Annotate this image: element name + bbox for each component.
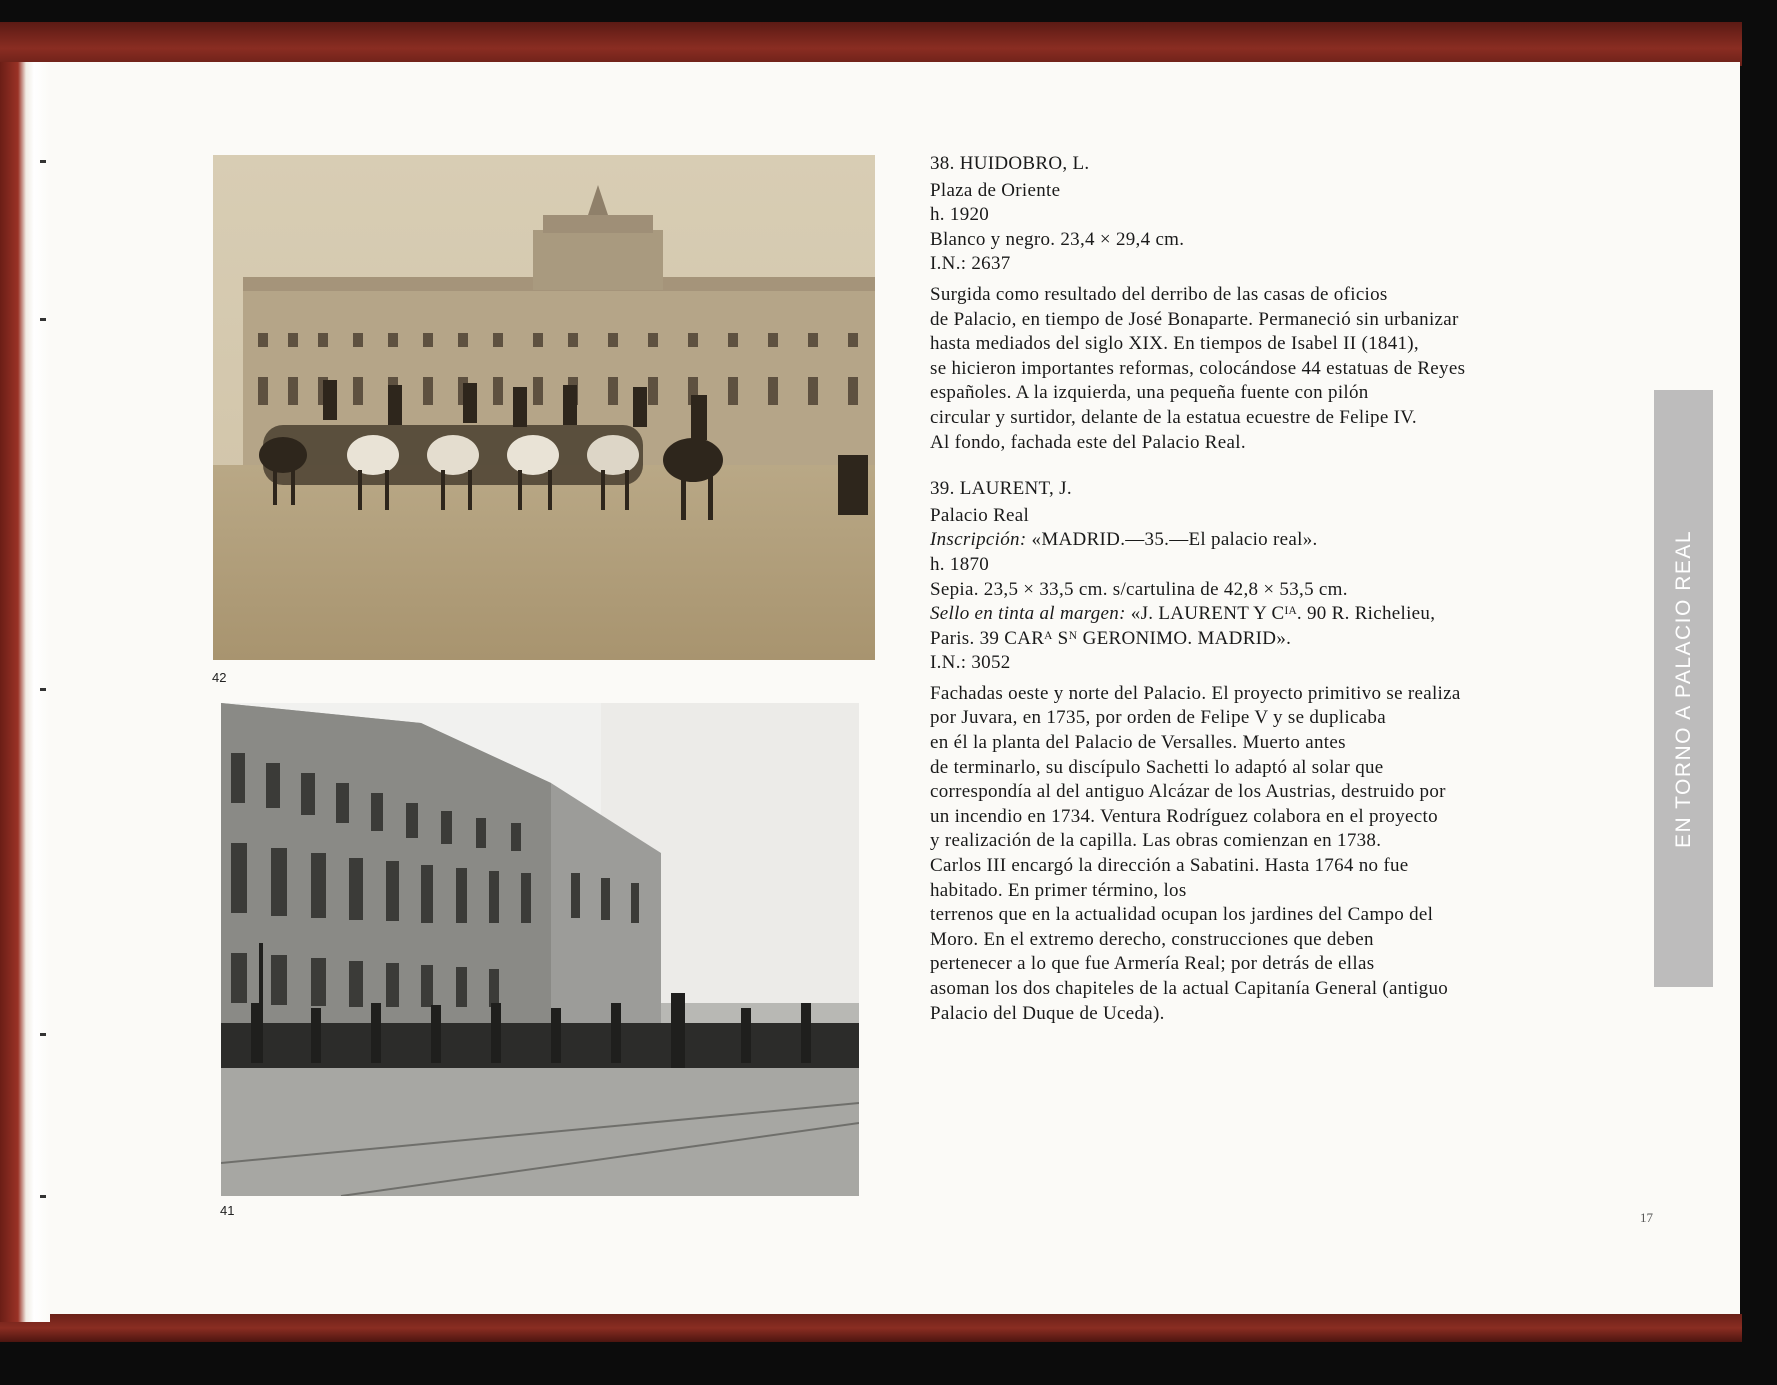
description-line: circular y surtidor, delante de la estatua ecuestre de Felipe IV. (930, 406, 1417, 428)
entry-title: Palacio Real (930, 504, 1030, 526)
description-line: Fachadas oeste y norte del Palacio. El proyecto primitivo se realiza (930, 682, 1461, 704)
description-line: asoman los dos chapiteles de la actual Capitanía General (antiguo (930, 978, 1449, 999)
figure-number-41: 41 (220, 1203, 235, 1218)
photo-palacio-real (221, 703, 859, 1196)
description-line: de terminarlo, su discípulo Sachetti lo adaptó al solar que (930, 756, 1384, 778)
description-line: Carlos III encargó la dirección a Sabatini. Hasta 1764 no fue (930, 855, 1409, 877)
description-line: habitado. En primer término, los (930, 879, 1187, 901)
description-line: por Juvara, en 1735, por orden de Felipe V y se duplicaba (930, 707, 1386, 729)
inscription-text: «MADRID.—35.—El palacio real». (1031, 529, 1318, 551)
description-line: un incendio en 1734. Ventura Rodríguez colabora en el proyecto (930, 805, 1438, 827)
stamp-label: Sello en tinta al margen: (930, 603, 1126, 625)
inscription-label: Inscripción: (930, 529, 1027, 551)
section-side-tab (1654, 390, 1713, 987)
section-side-tab-label: EN TORNO A PALACIO REAL (1671, 529, 1695, 848)
entry-stamp (930, 602, 1585, 627)
entry-inventory: I.N.: 3052 (930, 652, 1011, 674)
description-line: Al fondo, fachada este del Palacio Real. (930, 431, 1246, 453)
entry-stamp-continued: Paris. 39 CARᴬ Sᴺ GERONIMO. MADRID». (930, 627, 1292, 649)
page-number: 17 (1640, 1210, 1653, 1225)
spine-mark (40, 1195, 46, 1198)
description-line: Surgida como resultado del derribo de las casas de oficios (930, 283, 1388, 305)
description-line: españoles. A la izquierda, una pequeña fuente con pilón (930, 382, 1369, 404)
description-line: Palacio del Duque de Uceda). (930, 1002, 1165, 1024)
description-line: en él la planta del Palacio de Versalles. Muerto antes (930, 732, 1346, 754)
stamp-text: «J. LAURENT Y Cᴵᴬ. 90 R. Richelieu, (1130, 603, 1436, 625)
description-line: hasta mediados del siglo XIX. En tiempos de Isabel II (1841), (930, 333, 1419, 355)
description-line: terrenos que en la actualidad ocupan los jardines del Campo del (930, 904, 1434, 926)
description-line: de Palacio, en tiempo de José Bonaparte. Permaneció sin urbanizar (930, 308, 1459, 330)
entry-description (930, 682, 1585, 1026)
entry-heading: 38. HUIDOBRO, L. (930, 153, 1090, 174)
photo-plaza-de-oriente (213, 155, 875, 660)
description-line: pertenecer a lo que fue Armería Real; por detrás de ellas (930, 953, 1375, 975)
entry-date: h. 1920 (930, 204, 990, 226)
entry-description (930, 283, 1585, 455)
catalogue-entries (930, 152, 1585, 1026)
photo-palacio-real-image (221, 703, 859, 1196)
book-cover-edge-bottom (0, 1314, 1742, 1342)
entry-technique: Blanco y negro. 23,4 × 29,4 cm. (930, 228, 1185, 250)
spine-mark (40, 1033, 46, 1036)
spine-mark (40, 160, 46, 163)
book-spine (0, 62, 50, 1322)
book-cover-edge-top (0, 22, 1742, 66)
description-line: se hicieron importantes reformas, colocándose 44 estatuas de Reyes (930, 357, 1466, 379)
description-line: y realización de la capilla. Las obras comienzan en 1738. (930, 830, 1382, 852)
entry-inventory: I.N.: 2637 (930, 253, 1011, 275)
catalogue-entry-38 (930, 152, 1585, 455)
entry-inscription (930, 528, 1585, 553)
entry-heading: 39. LAURENT, J. (930, 478, 1072, 500)
entry-title: Plaza de Oriente (930, 179, 1061, 201)
description-line: correspondía al del antiguo Alcázar de los Austrias, destruido por (930, 781, 1446, 803)
description-line: Moro. En el extremo derecho, construcciones que deben (930, 928, 1374, 950)
figure-number-42: 42 (212, 670, 227, 685)
photo-plaza-de-oriente-image (213, 155, 875, 660)
spine-mark (40, 688, 46, 691)
spine-mark (40, 318, 46, 321)
catalogue-entry-39 (930, 477, 1585, 1026)
entry-technique: Sepia. 23,5 × 33,5 cm. s/cartulina de 42,8 × 53,5 cm. (930, 578, 1348, 600)
entry-date: h. 1870 (930, 553, 990, 575)
